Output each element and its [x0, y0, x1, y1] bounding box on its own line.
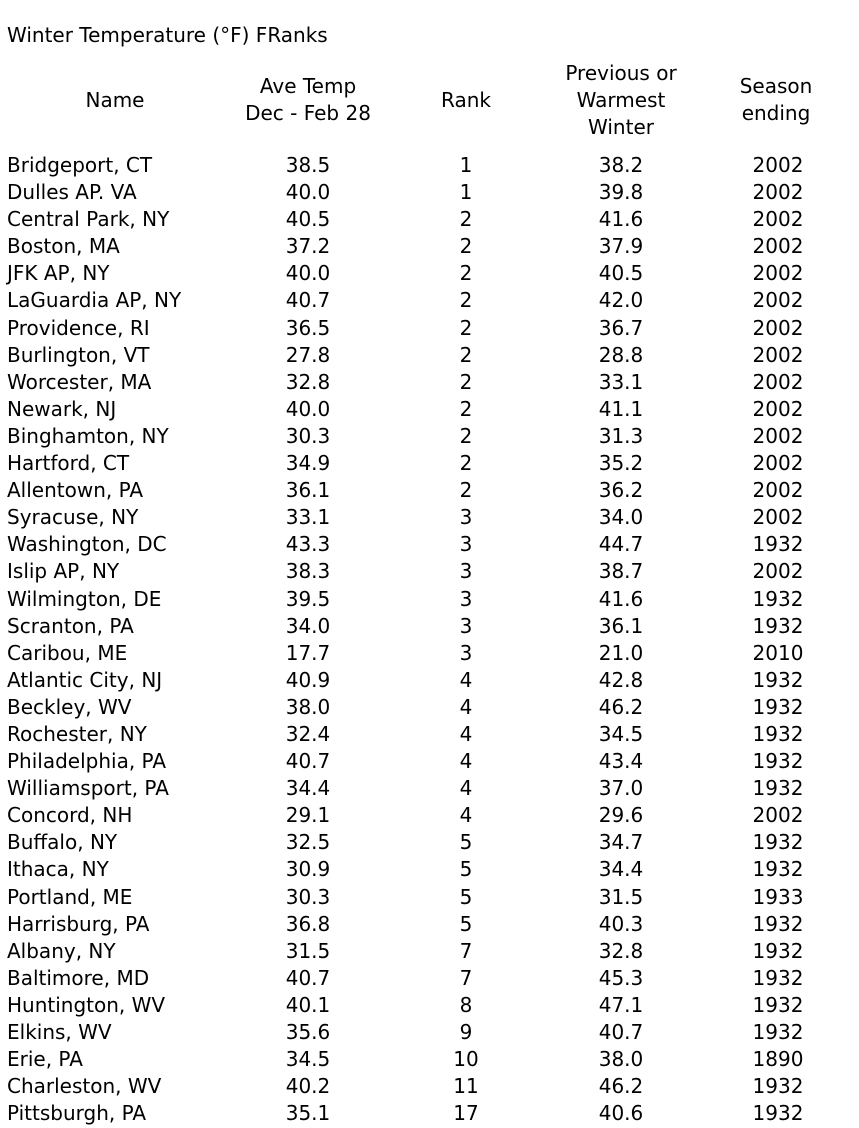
season-ending-cell: 2002 — [752, 342, 804, 367]
season-ending-cell: 2010 — [752, 640, 804, 665]
station-name-cell: Concord, NH — [7, 803, 133, 828]
previous-warmest-cell: 40.5 — [598, 261, 644, 286]
table-row — [0, 531, 859, 558]
header-previous-warmest — [541, 60, 701, 140]
rank-cell: 3 — [459, 505, 473, 530]
station-name-cell: LaGuardia AP, NY — [7, 288, 182, 313]
rank-cell: 2 — [459, 261, 473, 286]
previous-warmest-cell: 36.2 — [598, 478, 644, 503]
header-rank-line: Rank — [441, 87, 491, 112]
station-name-cell: Washington, DC — [7, 532, 167, 557]
rank-cell: 3 — [459, 586, 473, 611]
previous-warmest-cell: 47.1 — [598, 992, 644, 1017]
rank-cell: 2 — [459, 369, 473, 394]
page-title: Winter Temperature (°F) FRanks — [7, 23, 328, 47]
rank-cell: 7 — [459, 965, 473, 990]
rank-cell: 2 — [459, 207, 473, 232]
previous-warmest-cell: 40.6 — [598, 1101, 644, 1126]
station-name-cell: Atlantic City, NJ — [7, 667, 163, 692]
previous-warmest-cell: 33.1 — [598, 369, 644, 394]
table-row — [0, 721, 859, 748]
table-row — [0, 558, 859, 585]
table-row — [0, 640, 859, 667]
header-season-ending — [711, 60, 841, 140]
avg-temp-cell: 40.7 — [285, 965, 331, 990]
table-row — [0, 233, 859, 260]
rank-cell: 4 — [459, 776, 473, 801]
avg-temp-cell: 27.8 — [285, 342, 331, 367]
table-row — [0, 287, 859, 314]
header-season-line: ending — [741, 101, 811, 125]
rank-cell: 4 — [459, 694, 473, 719]
data-table-body — [0, 152, 859, 1127]
season-ending-cell: 1932 — [752, 776, 804, 801]
previous-warmest-cell: 34.5 — [598, 721, 644, 746]
rank-cell: 4 — [459, 803, 473, 828]
header-season-line: Season — [739, 74, 813, 98]
header-name-line: Name — [85, 87, 145, 112]
table-row — [0, 667, 859, 694]
previous-warmest-cell: 45.3 — [598, 965, 644, 990]
station-name-cell: JFK AP, NY — [7, 261, 110, 286]
previous-warmest-cell: 40.7 — [598, 1020, 644, 1044]
previous-warmest-cell: 41.6 — [598, 207, 644, 232]
station-name-cell: Binghamton, NY — [7, 423, 169, 448]
avg-temp-cell: 31.5 — [285, 938, 331, 963]
season-ending-cell: 2002 — [752, 451, 804, 476]
station-name-cell: Williamsport, PA — [7, 776, 169, 801]
rank-cell: 5 — [459, 911, 473, 936]
table-row — [0, 856, 859, 883]
previous-warmest-cell: 38.7 — [598, 559, 644, 584]
header-rank — [406, 60, 526, 140]
season-ending-cell: 1932 — [752, 1074, 804, 1099]
station-name-cell: Philadelphia, PA — [7, 749, 167, 774]
previous-warmest-cell: 36.1 — [598, 613, 644, 638]
rank-cell: 2 — [459, 423, 473, 448]
season-ending-cell: 1932 — [752, 721, 804, 746]
rank-cell: 3 — [459, 613, 473, 638]
previous-warmest-cell: 38.0 — [598, 1047, 644, 1072]
previous-warmest-cell: 31.3 — [598, 423, 644, 448]
season-ending-cell: 2002 — [752, 396, 804, 421]
avg-temp-cell: 40.5 — [285, 207, 331, 232]
season-ending-cell: 1932 — [752, 857, 804, 882]
previous-warmest-cell: 32.8 — [598, 938, 644, 963]
table-row — [0, 884, 859, 911]
season-ending-cell: 1932 — [752, 532, 804, 557]
avg-temp-cell: 35.6 — [285, 1020, 331, 1044]
table-row — [0, 423, 859, 450]
season-ending-cell: 1932 — [752, 613, 804, 638]
avg-temp-cell: 35.1 — [285, 1101, 331, 1126]
table-row — [0, 694, 859, 721]
previous-warmest-cell: 40.3 — [598, 911, 644, 936]
station-name-cell: Buffalo, NY — [7, 830, 118, 855]
rank-cell: 2 — [459, 234, 473, 259]
season-ending-cell: 1932 — [752, 938, 804, 963]
avg-temp-cell: 40.0 — [285, 261, 331, 286]
previous-warmest-cell: 37.9 — [598, 234, 644, 259]
rank-cell: 2 — [459, 342, 473, 367]
previous-warmest-cell: 37.0 — [598, 776, 644, 801]
station-name-cell: Burlington, VT — [7, 342, 150, 367]
header-previous-line: Warmest — [576, 87, 666, 112]
table-row — [0, 504, 859, 531]
season-ending-cell: 2002 — [752, 369, 804, 394]
avg-temp-cell: 17.7 — [285, 640, 331, 665]
season-ending-cell: 2002 — [752, 315, 804, 340]
table-row — [0, 315, 859, 342]
avg-temp-cell: 32.4 — [285, 721, 331, 746]
table-row — [0, 369, 859, 396]
rank-cell: 8 — [459, 992, 473, 1017]
table-row — [0, 802, 859, 829]
rank-cell: 3 — [459, 559, 473, 584]
season-ending-cell: 2002 — [752, 505, 804, 530]
previous-warmest-cell: 44.7 — [598, 532, 644, 557]
rank-cell: 5 — [459, 884, 473, 909]
previous-warmest-cell: 43.4 — [598, 749, 644, 774]
rank-cell: 4 — [459, 721, 473, 746]
station-name-cell: Albany, NY — [7, 938, 116, 963]
station-name-cell: Central Park, NY — [7, 207, 170, 232]
season-ending-cell: 1932 — [752, 694, 804, 719]
previous-warmest-cell: 31.5 — [598, 884, 644, 909]
avg-temp-cell: 38.0 — [285, 694, 331, 719]
station-name-cell: Worcester, MA — [7, 369, 152, 394]
season-ending-cell: 1932 — [752, 1020, 804, 1044]
season-ending-cell: 2002 — [752, 234, 804, 259]
avg-temp-cell: 38.5 — [285, 153, 331, 177]
table-row — [0, 748, 859, 775]
season-ending-cell: 1932 — [752, 965, 804, 990]
rank-cell: 3 — [459, 640, 473, 665]
rank-cell: 1 — [459, 180, 473, 205]
avg-temp-cell: 40.0 — [285, 396, 331, 421]
avg-temp-cell: 38.3 — [285, 559, 331, 584]
previous-warmest-cell: 34.7 — [598, 830, 644, 855]
rank-cell: 17 — [453, 1101, 479, 1126]
station-name-cell: Elkins, WV — [7, 1020, 112, 1044]
table-row — [0, 152, 859, 179]
season-ending-cell: 1933 — [752, 884, 804, 909]
station-name-cell: Bridgeport, CT — [7, 153, 153, 177]
station-name-cell: Newark, NJ — [7, 396, 117, 421]
station-name-cell: Caribou, ME — [7, 640, 128, 665]
table-row — [0, 260, 859, 287]
avg-temp-cell: 34.4 — [285, 776, 331, 801]
avg-temp-cell: 43.3 — [285, 532, 331, 557]
station-name-cell: Harrisburg, PA — [7, 911, 150, 936]
station-name-cell: Syracuse, NY — [7, 505, 139, 530]
previous-warmest-cell: 21.0 — [598, 640, 644, 665]
avg-temp-cell: 36.5 — [285, 315, 331, 340]
avg-temp-cell: 30.3 — [285, 423, 331, 448]
rank-cell: 3 — [459, 532, 473, 557]
season-ending-cell: 1932 — [752, 911, 804, 936]
previous-warmest-cell: 46.2 — [598, 694, 644, 719]
table-row — [0, 1073, 859, 1100]
rank-cell: 2 — [459, 451, 473, 476]
table-row — [0, 206, 859, 233]
table-row — [0, 179, 859, 206]
rank-cell: 2 — [459, 396, 473, 421]
season-ending-cell: 1890 — [752, 1047, 804, 1072]
station-name-cell: Charleston, WV — [7, 1074, 162, 1099]
season-ending-cell: 2002 — [752, 288, 804, 313]
station-name-cell: Portland, ME — [7, 884, 133, 909]
rank-cell: 11 — [453, 1074, 479, 1099]
previous-warmest-cell: 29.6 — [598, 803, 644, 828]
avg-temp-cell: 30.3 — [285, 884, 331, 909]
season-ending-cell: 2002 — [752, 153, 804, 177]
season-ending-cell: 2002 — [752, 478, 804, 503]
table-row — [0, 586, 859, 613]
season-ending-cell: 1932 — [752, 586, 804, 611]
previous-warmest-cell: 42.0 — [598, 288, 644, 313]
avg-temp-cell: 40.7 — [285, 749, 331, 774]
avg-temp-cell: 32.8 — [285, 369, 331, 394]
season-ending-cell: 2002 — [752, 423, 804, 448]
avg-temp-cell: 40.2 — [285, 1074, 331, 1099]
avg-temp-cell: 36.1 — [285, 478, 331, 503]
station-name-cell: Dulles AP. VA — [7, 180, 137, 205]
rank-cell: 7 — [459, 938, 473, 963]
rank-cell: 5 — [459, 830, 473, 855]
season-ending-cell: 2002 — [752, 207, 804, 232]
station-name-cell: Scranton, PA — [7, 613, 134, 638]
header-previous-line: Previous or — [565, 60, 677, 85]
station-name-cell: Allentown, PA — [7, 478, 144, 503]
table-row — [0, 396, 859, 423]
avg-temp-cell: 40.9 — [285, 667, 331, 692]
rank-cell: 2 — [459, 315, 473, 340]
previous-warmest-cell: 38.2 — [598, 153, 644, 177]
table-row — [0, 450, 859, 477]
season-ending-cell: 1932 — [752, 830, 804, 855]
previous-warmest-cell: 42.8 — [598, 667, 644, 692]
avg-temp-cell: 34.5 — [285, 1047, 331, 1072]
previous-warmest-cell: 28.8 — [598, 342, 644, 367]
rank-cell: 5 — [459, 857, 473, 882]
station-name-cell: Pittsburgh, PA — [7, 1101, 147, 1126]
season-ending-cell: 1932 — [752, 992, 804, 1017]
avg-temp-cell: 30.9 — [285, 857, 331, 882]
station-name-cell: Baltimore, MD — [7, 965, 150, 990]
previous-warmest-cell: 41.1 — [598, 396, 644, 421]
avg-temp-cell: 29.1 — [285, 803, 331, 828]
previous-warmest-cell: 36.7 — [598, 315, 644, 340]
previous-warmest-cell: 35.2 — [598, 451, 644, 476]
avg-temp-cell: 40.1 — [285, 992, 331, 1017]
table-row — [0, 911, 859, 938]
rank-cell: 2 — [459, 478, 473, 503]
avg-temp-cell: 39.5 — [285, 586, 331, 611]
avg-temp-cell: 33.1 — [285, 505, 331, 530]
station-name-cell: Ithaca, NY — [7, 857, 109, 882]
season-ending-cell: 2002 — [752, 803, 804, 828]
header-avg-temp-line: Dec - Feb 28 — [245, 101, 371, 125]
header-avg-temp — [208, 60, 408, 140]
station-name-cell: Huntington, WV — [7, 992, 166, 1017]
rank-cell: 1 — [459, 153, 473, 177]
rank-cell: 4 — [459, 667, 473, 692]
season-ending-cell: 1932 — [752, 1101, 804, 1126]
avg-temp-cell: 40.0 — [285, 180, 331, 205]
previous-warmest-cell: 41.6 — [598, 586, 644, 611]
rank-cell: 4 — [459, 749, 473, 774]
table-row — [0, 829, 859, 856]
season-ending-cell: 1932 — [752, 749, 804, 774]
station-name-cell: Hartford, CT — [7, 451, 130, 476]
season-ending-cell: 2002 — [752, 261, 804, 286]
station-name-cell: Beckley, WV — [7, 694, 132, 719]
table-row — [0, 1019, 859, 1046]
station-name-cell: Wilmington, DE — [7, 586, 162, 611]
season-ending-cell: 1932 — [752, 667, 804, 692]
rank-cell: 9 — [459, 1020, 473, 1044]
station-name-cell: Providence, RI — [7, 315, 150, 340]
previous-warmest-cell: 34.4 — [598, 857, 644, 882]
table-row — [0, 342, 859, 369]
header-name — [15, 60, 215, 140]
table-row — [0, 613, 859, 640]
table-row — [0, 775, 859, 802]
header-previous-line: Winter — [588, 114, 654, 139]
previous-warmest-cell: 39.8 — [598, 180, 644, 205]
avg-temp-cell: 34.9 — [285, 451, 331, 476]
avg-temp-cell: 40.7 — [285, 288, 331, 313]
table-row — [0, 992, 859, 1019]
season-ending-cell: 2002 — [752, 559, 804, 584]
season-ending-cell: 2002 — [752, 180, 804, 205]
avg-temp-cell: 32.5 — [285, 830, 331, 855]
avg-temp-cell: 34.0 — [285, 613, 331, 638]
table-row — [0, 938, 859, 965]
station-name-cell: Rochester, NY — [7, 721, 147, 746]
header-avg-temp-line: Ave Temp — [259, 74, 357, 98]
table-row — [0, 1100, 859, 1127]
table-row — [0, 477, 859, 504]
rank-cell: 10 — [453, 1047, 479, 1072]
previous-warmest-cell: 46.2 — [598, 1074, 644, 1099]
station-name-cell: Erie, PA — [7, 1047, 83, 1072]
avg-temp-cell: 36.8 — [285, 911, 331, 936]
avg-temp-cell: 37.2 — [285, 234, 331, 259]
table-row — [0, 1046, 859, 1073]
rank-cell: 2 — [459, 288, 473, 313]
station-name-cell: Islip AP, NY — [7, 559, 120, 584]
table-row — [0, 965, 859, 992]
station-name-cell: Boston, MA — [7, 234, 120, 259]
previous-warmest-cell: 34.0 — [598, 505, 644, 530]
